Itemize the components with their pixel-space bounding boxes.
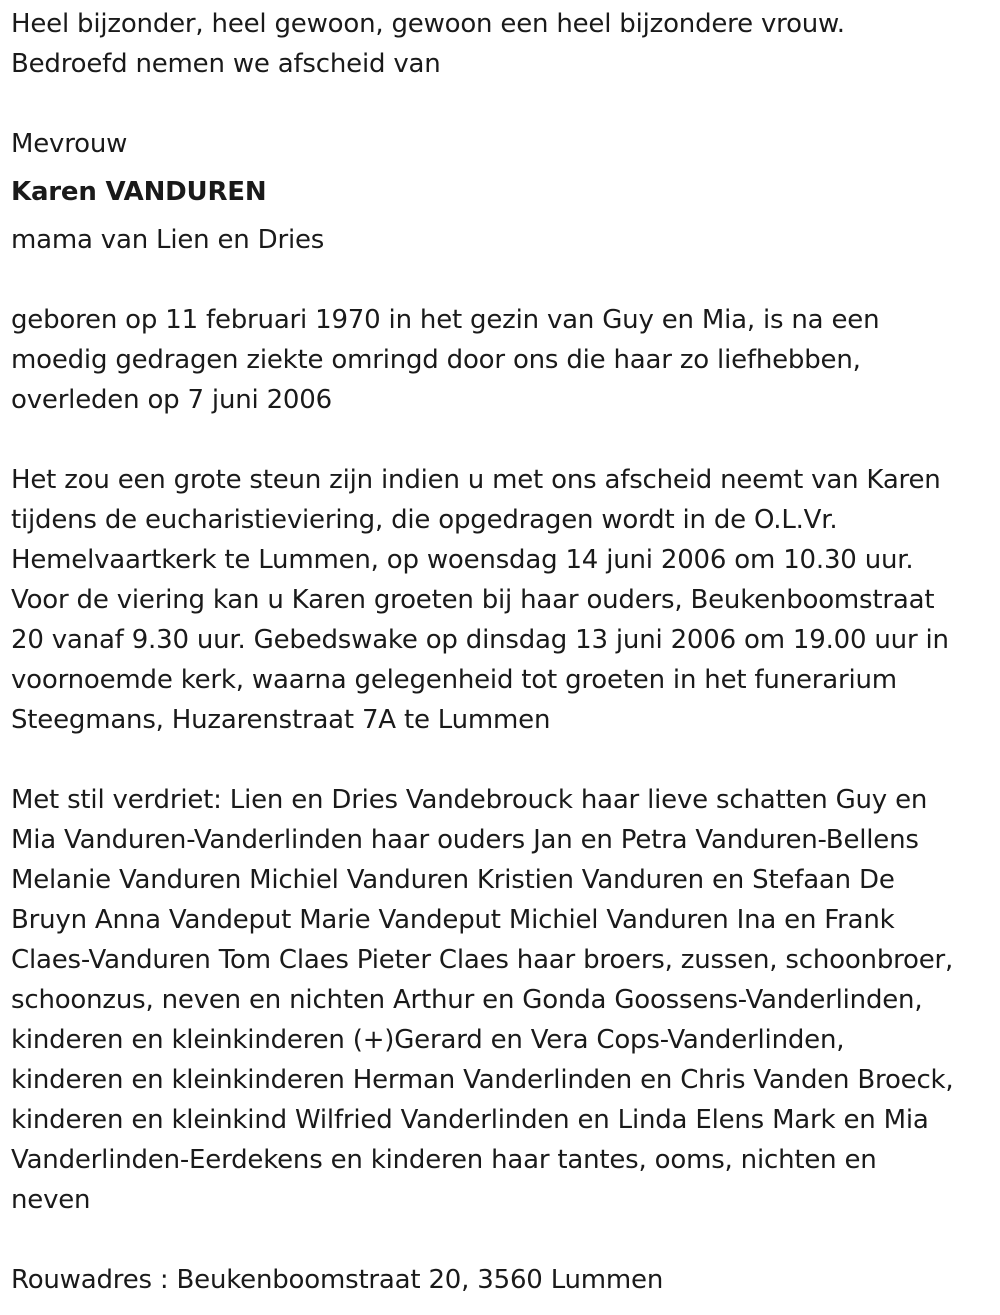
intro-line: Bedroefd nemen we afscheid van bbox=[11, 49, 441, 79]
family-line: Claes-Vanduren Tom Claes Pieter Claes haar broers, zussen, schoonbroer, bbox=[11, 945, 954, 975]
ceremony-line: 20 vanaf 9.30 uur. Gebedswake op dinsdag 13 juni 2006 om 19.00 uur in bbox=[11, 625, 949, 655]
family-line: Met stil verdriet: Lien en Dries Vandebrouck haar lieve schatten Guy en bbox=[11, 785, 928, 815]
ceremony-line: Hemelvaartkerk te Lummen, op woensdag 14 juni 2006 om 10.30 uur. bbox=[11, 545, 914, 575]
family-line: Vanderlinden-Eerdekens en kinderen haar tantes, ooms, nichten en bbox=[11, 1145, 877, 1175]
name-gap bbox=[11, 212, 996, 220]
paragraph-gap bbox=[11, 1220, 996, 1260]
address-section bbox=[11, 1260, 996, 1300]
name-gap bbox=[11, 164, 996, 172]
ceremony-line: Steegmans, Huzarenstraat 7A te Lummen bbox=[11, 705, 551, 735]
paragraph-gap bbox=[11, 740, 996, 780]
family-line: schoonzus, neven en nichten Arthur en Gonda Goossens-Vanderlinden, bbox=[11, 985, 923, 1015]
family-line: Melanie Vanduren Michiel Vanduren Kristien Vanduren en Stefaan De bbox=[11, 865, 895, 895]
family-section bbox=[11, 780, 996, 1220]
mourning-address: Rouwadres : Beukenboomstraat 20, 3560 Lummen bbox=[11, 1265, 664, 1295]
family-line: kinderen en kleinkinderen (+)Gerard en Vera Cops-Vanderlinden, bbox=[11, 1025, 845, 1055]
family-line: kinderen en kleinkinderen Herman Vanderlinden en Chris Vanden Broeck, bbox=[11, 1065, 954, 1095]
ceremony-line: Voor de viering kan u Karen groeten bij haar ouders, Beukenboomstraat bbox=[11, 585, 935, 615]
person-relation: mama van Lien en Dries bbox=[11, 225, 325, 255]
intro-section bbox=[11, 4, 996, 84]
family-line: Bruyn Anna Vandeput Marie Vandeput Michiel Vanduren Ina en Frank bbox=[11, 905, 895, 935]
biography-section bbox=[11, 300, 996, 420]
ceremony-line: Het zou een grote steun zijn indien u met ons afscheid neemt van Karen bbox=[11, 465, 941, 495]
family-line: Mia Vanduren-Vanderlinden haar ouders Jan en Petra Vanduren-Bellens bbox=[11, 825, 919, 855]
paragraph-gap bbox=[11, 84, 996, 124]
biography-line: geboren op 11 februari 1970 in het gezin van Guy en Mia, is na een bbox=[11, 305, 880, 335]
family-line: neven bbox=[11, 1185, 91, 1215]
person-section bbox=[11, 124, 996, 260]
person-name: Karen VANDUREN bbox=[11, 177, 267, 207]
intro-line: Heel bijzonder, heel gewoon, gewoon een heel bijzondere vrouw. bbox=[11, 9, 845, 39]
person-title: Mevrouw bbox=[11, 129, 128, 159]
paragraph-gap bbox=[11, 260, 996, 300]
ceremony-section bbox=[11, 460, 996, 740]
family-line: kinderen en kleinkind Wilfried Vanderlinden en Linda Elens Mark en Mia bbox=[11, 1105, 929, 1135]
paragraph-gap bbox=[11, 420, 996, 460]
ceremony-line: voornoemde kerk, waarna gelegenheid tot groeten in het funerarium bbox=[11, 665, 897, 695]
biography-line: moedig gedragen ziekte omringd door ons die haar zo liefhebben, bbox=[11, 345, 861, 375]
biography-line: overleden op 7 juni 2006 bbox=[11, 385, 332, 415]
ceremony-line: tijdens de eucharistieviering, die opgedragen wordt in de O.L.Vr. bbox=[11, 505, 838, 535]
obituary-document bbox=[11, 4, 996, 1300]
